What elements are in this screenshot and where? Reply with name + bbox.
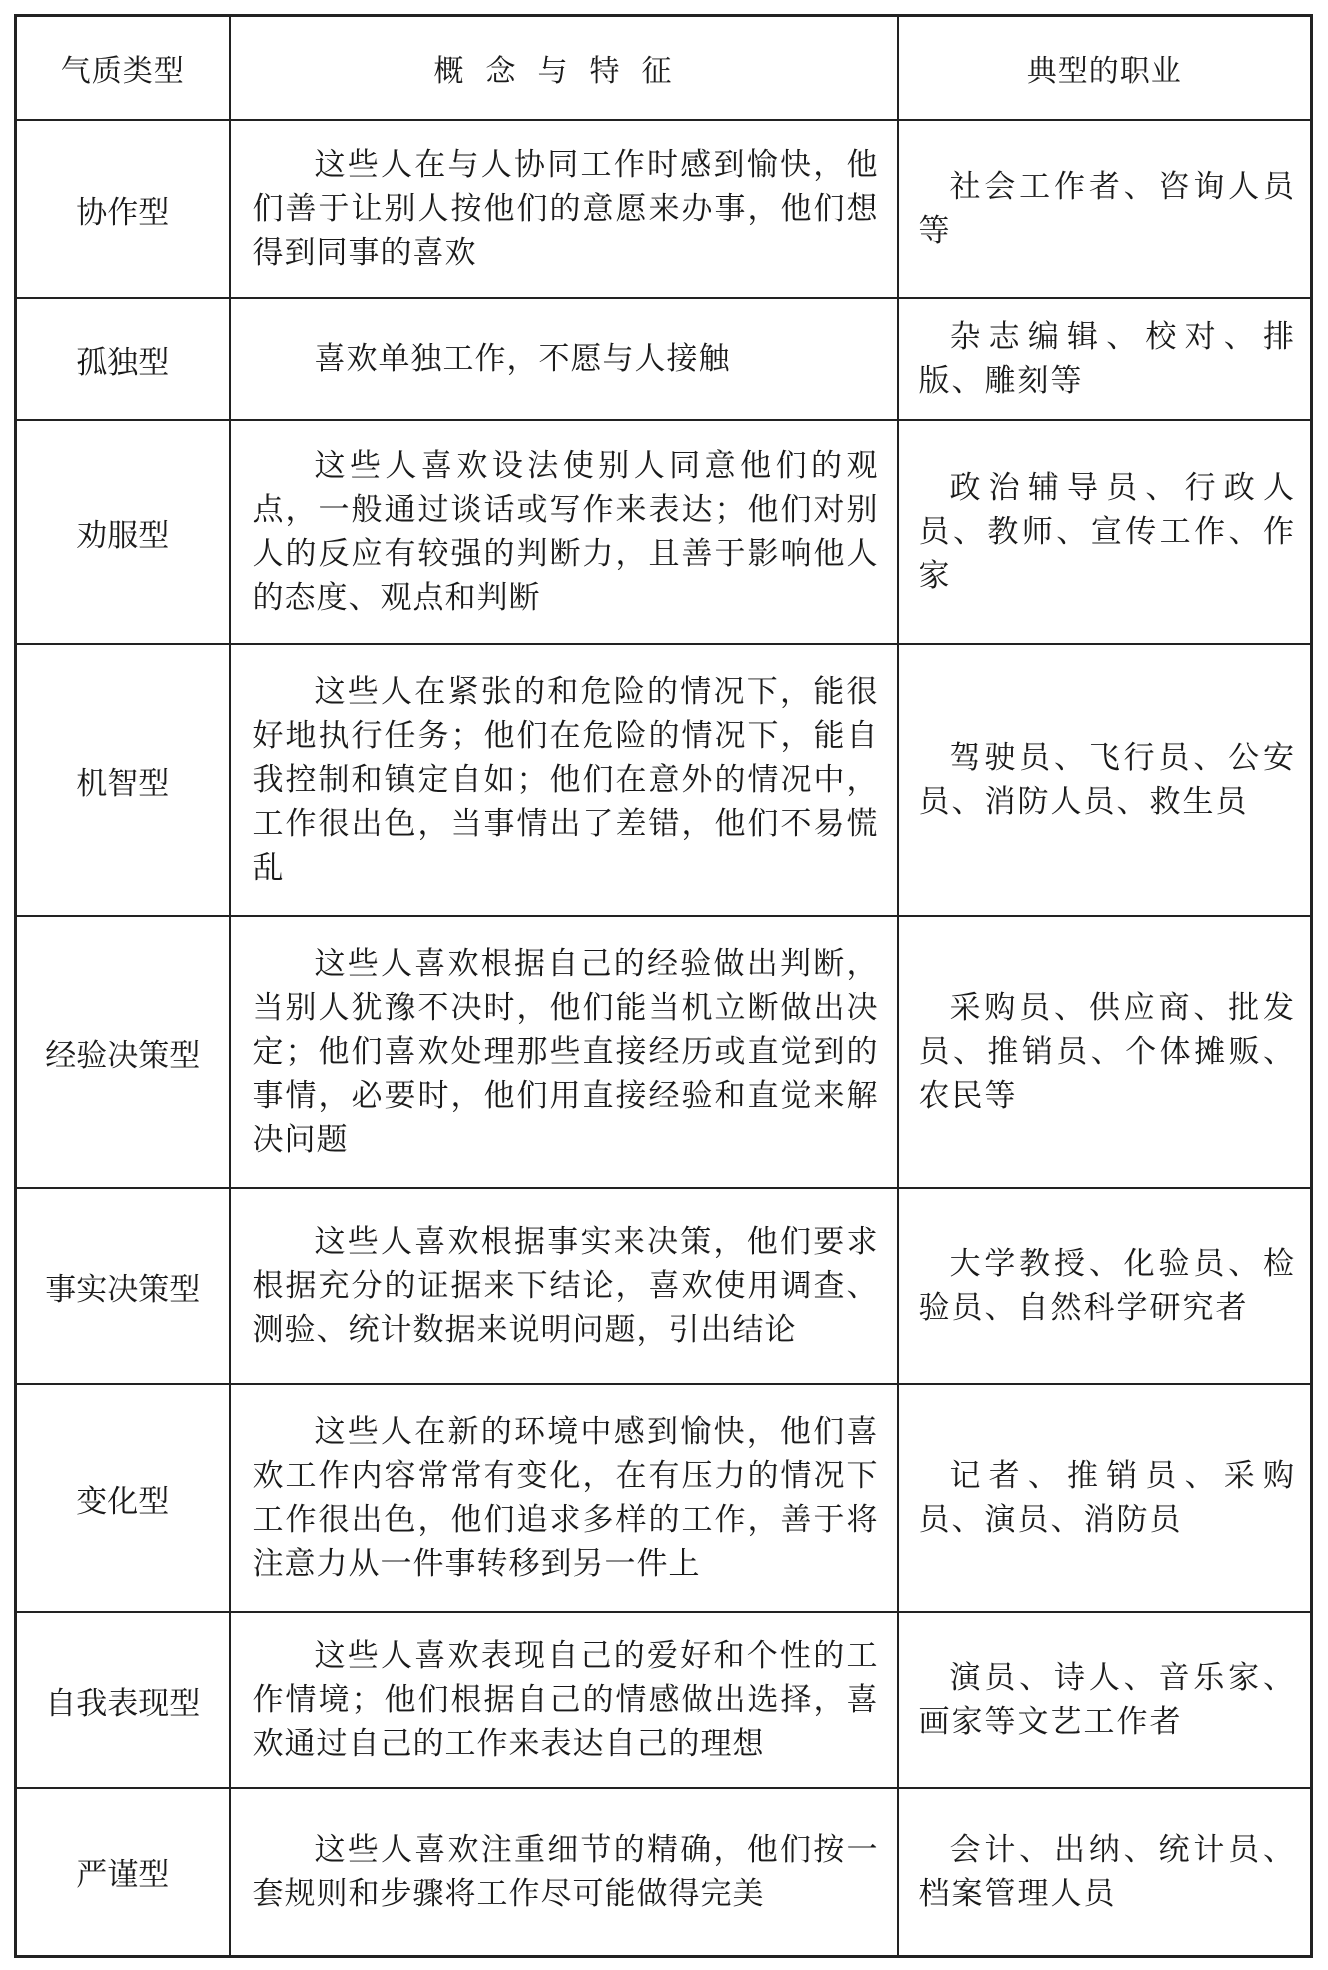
jobs-cell: 采购员、供应商、批发员、推销员、个体摊贩、农民等 [898, 916, 1312, 1188]
type-cell: 自我表现型 [16, 1612, 230, 1788]
jobs-cell: 记者、推销员、采购员、演员、消防员 [898, 1384, 1312, 1612]
table-row [16, 120, 1312, 298]
type-cell: 孤独型 [16, 298, 230, 420]
jobs-cell: 大学教授、化验员、检验员、自然科学研究者 [898, 1188, 1312, 1384]
type-cell: 严谨型 [16, 1788, 230, 1956]
table-row [16, 1188, 1312, 1384]
header-concept: 概念与特征 [230, 16, 898, 121]
table-row [16, 298, 1312, 420]
temperament-occupation-table [14, 14, 1313, 1958]
type-cell: 变化型 [16, 1384, 230, 1612]
table-row [16, 644, 1312, 916]
table-row [16, 1384, 1312, 1612]
header-jobs: 典型的职业 [898, 16, 1312, 121]
type-cell: 事实决策型 [16, 1188, 230, 1384]
type-cell: 机智型 [16, 644, 230, 916]
concept-cell: 这些人在新的环境中感到愉快，他们喜欢工作内容常常有变化，在有压力的情况下工作很出色，他们追求多样的工作，善于将注意力从一件事转移到另一件上 [230, 1384, 898, 1612]
jobs-cell: 社会工作者、咨询人员等 [898, 120, 1312, 298]
concept-cell: 喜欢单独工作，不愿与人接触 [230, 298, 898, 420]
jobs-cell: 会计、出纳、统计员、档案管理人员 [898, 1788, 1312, 1956]
table-row [16, 1612, 1312, 1788]
jobs-cell: 杂志编辑、校对、排版、雕刻等 [898, 298, 1312, 420]
table-row [16, 916, 1312, 1188]
header-type: 气质类型 [16, 16, 230, 121]
table-header-row [16, 16, 1312, 121]
table-row [16, 1788, 1312, 1956]
type-cell: 协作型 [16, 120, 230, 298]
concept-cell: 这些人喜欢根据事实来决策，他们要求根据充分的证据来下结论，喜欢使用调查、测验、统计数据来说明问题，引出结论 [230, 1188, 898, 1384]
type-cell: 经验决策型 [16, 916, 230, 1188]
type-cell: 劝服型 [16, 420, 230, 644]
concept-cell: 这些人喜欢根据自己的经验做出判断，当别人犹豫不决时，他们能当机立断做出决定；他们喜欢处理那些直接经历或直觉到的事情，必要时，他们用直接经验和直觉来解决问题 [230, 916, 898, 1188]
concept-cell: 这些人在紧张的和危险的情况下，能很好地执行任务；他们在危险的情况下，能自我控制和镇定自如；他们在意外的情况中，工作很出色，当事情出了差错，他们不易慌乱 [230, 644, 898, 916]
concept-cell: 这些人喜欢表现自己的爱好和个性的工作情境；他们根据自己的情感做出选择，喜欢通过自己的工作来表达自己的理想 [230, 1612, 898, 1788]
concept-cell: 这些人在与人协同工作时感到愉快，他们善于让别人按他们的意愿来办事，他们想得到同事的喜欢 [230, 120, 898, 298]
table-row [16, 420, 1312, 644]
concept-cell: 这些人喜欢设法使别人同意他们的观点，一般通过谈话或写作来表达；他们对别人的反应有较强的判断力，且善于影响他人的态度、观点和判断 [230, 420, 898, 644]
jobs-cell: 政治辅导员、行政人员、教师、宣传工作、作家 [898, 420, 1312, 644]
jobs-cell: 演员、诗人、音乐家、画家等文艺工作者 [898, 1612, 1312, 1788]
jobs-cell: 驾驶员、飞行员、公安员、消防人员、救生员 [898, 644, 1312, 916]
concept-cell: 这些人喜欢注重细节的精确，他们按一套规则和步骤将工作尽可能做得完美 [230, 1788, 898, 1956]
